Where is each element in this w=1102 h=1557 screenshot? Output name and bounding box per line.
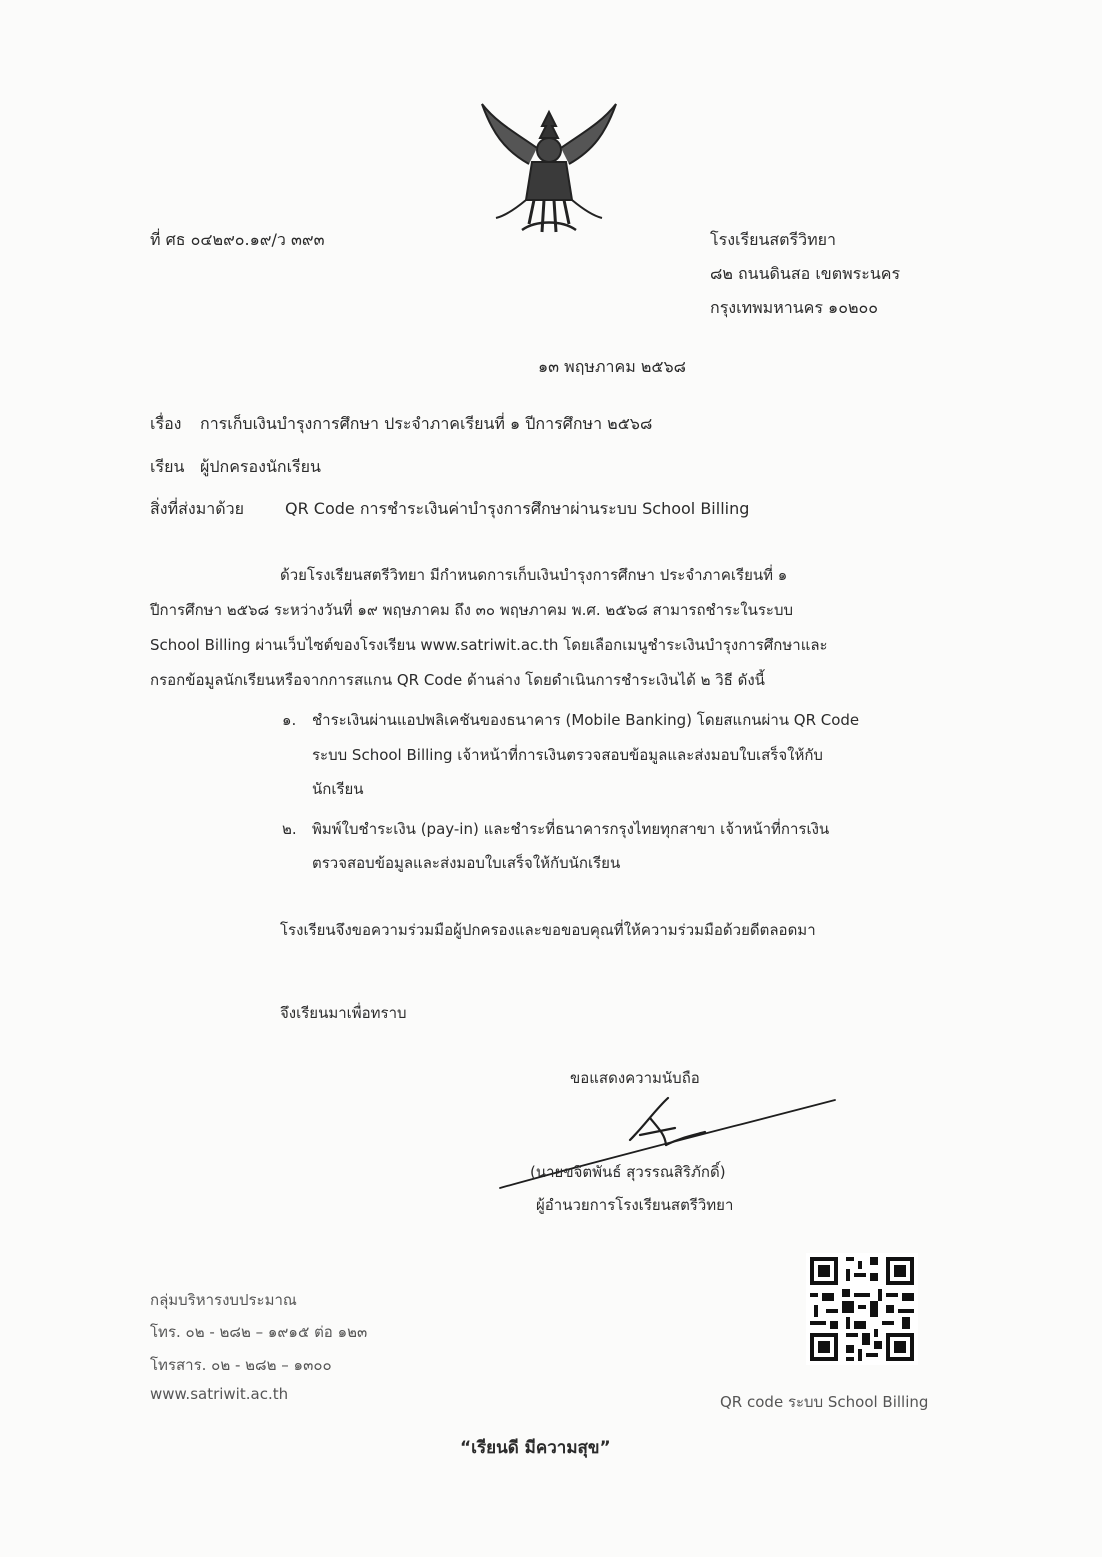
department-name: กลุ่มบริหารงบประมาณ xyxy=(150,1291,297,1309)
document-date: ๑๓ พฤษภาคม ๒๕๖๘ xyxy=(538,357,686,376)
telephone: โทร. ๐๒ - ๒๘๒ – ๑๙๑๕ ต่อ ๑๒๓ xyxy=(150,1323,368,1341)
qr-caption: QR code ระบบ School Billing xyxy=(720,1393,929,1411)
list-item-line: ตรวจสอบข้อมูลและส่งมอบใบเสร็จให้กับนักเรียน xyxy=(312,854,621,872)
address-line-1: ๘๒ ถนนดินสอ เขตพระนคร xyxy=(710,264,901,283)
signer-name: (นายขจิตพันธ์ สุวรรณสิริภักดิ์) xyxy=(530,1163,726,1181)
list-item-line: ชำระเงินผ่านแอปพลิเคชันของธนาคาร (Mobile Banking) โดยสแกนผ่าน QR Code xyxy=(312,711,860,729)
subject-text: การเก็บเงินบำรุงการศึกษา ประจำภาคเรียนที่ ๑ ปีการศึกษา ๒๕๖๘ xyxy=(200,414,653,433)
body-line: School Billing ผ่านเว็บไซต์ของโรงเรียน www.satriwit.ac.th โดยเลือกเมนูชำระเงินบำรุงการศึกษาและ xyxy=(150,636,828,654)
address-line-2: กรุงเทพมหานคร ๑๐๒๐๐ xyxy=(710,298,879,317)
subject-label: เรื่อง xyxy=(150,414,182,433)
signer-title: ผู้อำนวยการโรงเรียนสตรีวิทยา xyxy=(536,1196,734,1214)
list-item-number: ๑. xyxy=(282,711,297,729)
reference-number: ที่ ศธ ๐๔๒๙๐.๑๙/ว ๓๙๓ xyxy=(150,230,325,249)
list-item-line: พิมพ์ใบชำระเงิน (pay-in) และชำระที่ธนาคารกรุงไทยทุกสาขา เจ้าหน้าที่การเงิน xyxy=(312,820,830,838)
body-line: ปีการศึกษา ๒๕๖๘ ระหว่างวันที่ ๑๙ พฤษภาคม ถึง ๓๐ พฤษภาคม พ.ศ. ๒๕๖๘ สามารถชำระในระบบ xyxy=(150,601,794,619)
website-link[interactable]: www.satriwit.ac.th xyxy=(150,1385,289,1403)
closing-request: โรงเรียนจึงขอความร่วมมือผู้ปกครองและขอขอบคุณที่ให้ความร่วมมือด้วยดีตลอดมา xyxy=(280,921,816,939)
list-item-line: ระบบ School Billing เจ้าหน้าที่การเงินตรวจสอบข้อมูลและส่งมอบใบเสร็จให้กับ xyxy=(312,746,823,764)
qr-code-icon[interactable] xyxy=(806,1253,918,1365)
school-name: โรงเรียนสตรีวิทยา xyxy=(710,230,837,249)
enclosure-label: สิ่งที่ส่งมาด้วย xyxy=(150,499,244,518)
list-item-number: ๒. xyxy=(282,820,297,838)
regards-line: ขอแสดงความนับถือ xyxy=(570,1069,700,1087)
enclosure-text: QR Code การชำระเงินค่าบำรุงการศึกษาผ่านระบบ School Billing xyxy=(285,499,750,518)
garuda-emblem-icon xyxy=(474,92,624,242)
body-line: ด้วยโรงเรียนสตรีวิทยา มีกำหนดการเก็บเงินบำรุงการศึกษา ประจำภาคเรียนที่ ๑ xyxy=(280,566,788,584)
list-item-line: นักเรียน xyxy=(312,780,364,798)
fax: โทรสาร. ๐๒ - ๒๘๒ – ๑๓๐๐ xyxy=(150,1356,332,1374)
closing-line: จึงเรียนมาเพื่อทราบ xyxy=(280,1004,407,1022)
recipient-text: ผู้ปกครองนักเรียน xyxy=(200,457,321,476)
recipient-label: เรียน xyxy=(150,457,185,476)
body-line: กรอกข้อมูลนักเรียนหรือจากการสแกน QR Code ด้านล่าง โดยดำเนินการชำระเงินได้ ๒ วิธี ดังนี้ xyxy=(150,671,765,689)
school-motto: “เรียนดี มีความสุข” xyxy=(460,1438,611,1458)
